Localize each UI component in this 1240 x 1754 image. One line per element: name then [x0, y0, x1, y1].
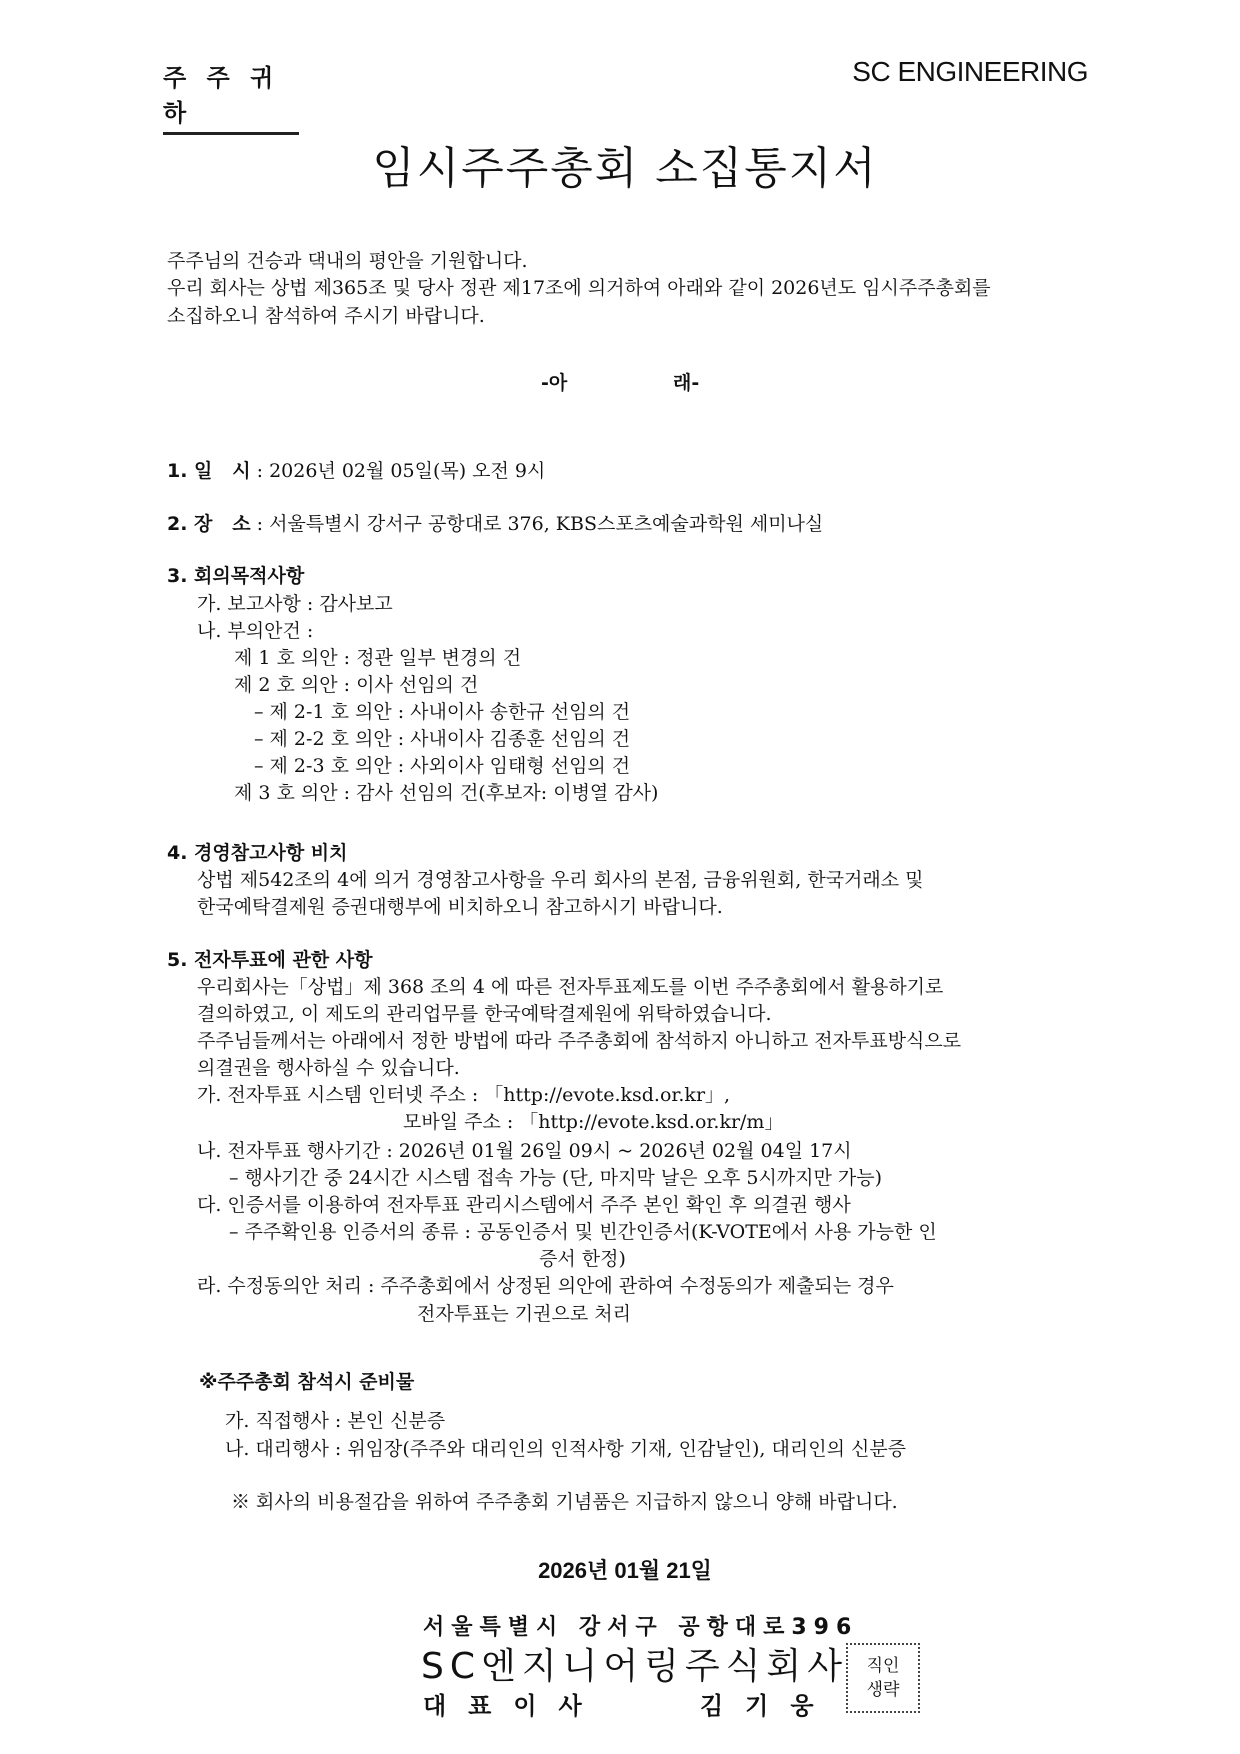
company-brand: SC ENGINEERING — [852, 56, 1088, 87]
body-line: 라. 수정동의안 처리 : 주주총회에서 상정된 의안에 관하여 수정동의가 제출되는 경우 — [197, 1275, 894, 1297]
addressee-heading: 주 주 귀 하 — [163, 58, 299, 135]
document-title: 임시주주총회 소집통지서 — [372, 143, 878, 194]
item-label: 2. 장 소 — [167, 513, 251, 535]
agenda-subitem: – 제 2-1 호 의안 : 사내이사 송한규 선임의 건 — [254, 701, 631, 723]
company-address: 서울특별시 강서구 공항대로396 — [423, 1615, 859, 1640]
report-line: 가. 보고사항 : 감사보고 — [197, 593, 393, 615]
company-name: SC엔지니어링주식회사 — [421, 1646, 848, 1687]
item-value: : 2026년 02월 05일(목) 오전 9시 — [256, 460, 546, 482]
agenda-item: 제 1 호 의안 : 정관 일부 변경의 건 — [234, 647, 522, 669]
agenda-label: 나. 부의안건 : — [197, 620, 314, 642]
stamp-text: 생략 — [866, 1680, 900, 1700]
agenda-subitem: – 제 2-3 호 의안 : 사외이사 임태형 선임의 건 — [254, 755, 631, 777]
below-heading-right: 래- — [673, 372, 700, 394]
ceo-title: 대표이사 — [423, 1692, 604, 1720]
body-line: – 행사기간 중 24시간 시스템 접속 가능 (단, 마지막 날은 오후 5시까지만 가능) — [229, 1167, 883, 1189]
prep-heading: ※주주총회 참석시 준비물 — [199, 1371, 415, 1393]
below-heading-left: -아 — [541, 372, 568, 394]
body-line: 나. 전자투표 행사기간 : 2026년 01월 26일 09시 ~ 2026년 02월 04일 17시 — [197, 1140, 852, 1162]
seal-omitted-stamp — [846, 1643, 920, 1713]
stamp-text: 직인 — [866, 1656, 900, 1676]
section-heading: 4. 경영참고사항 비치 — [167, 842, 348, 864]
body-line: 다. 인증서를 이용하여 전자투표 관리시스템에서 주주 본인 확인 후 의결권 행사 — [197, 1194, 851, 1216]
body-line: – 주주확인용 인증서의 종류 : 공동인증서 및 빈간인증서(K-VOTE에서 사용 가능한 인 — [229, 1221, 937, 1243]
agenda-item: 제 2 호 의안 : 이사 선임의 건 — [234, 674, 479, 696]
intro-line: 주주님의 건승과 댁내의 평안을 기원합니다. — [167, 250, 528, 272]
intro-line: 우리 회사는 상법 제365조 및 당사 정관 제17조에 의거하여 아래와 같이 2026년도 임시주주총회를 — [167, 277, 991, 299]
agenda-item: 제 3 호 의안 : 감사 선임의 건(후보자: 이병열 감사) — [234, 782, 659, 804]
prep-note: ※ 회사의 비용절감을 위하여 주주총회 기념품은 지급하지 않으니 양해 바랍니다. — [231, 1491, 898, 1513]
body-line: 우리회사는「상법」제 368 조의 4 에 따른 전자투표제도를 이번 주주총회에서 활용하기로 — [197, 976, 944, 998]
prep-item: 나. 대리행사 : 위임장(주주와 대리인의 인적사항 기재, 인감날인), 대리인의 신분증 — [225, 1438, 907, 1460]
prep-item: 가. 직접행사 : 본인 신분증 — [225, 1410, 446, 1432]
item-datetime — [167, 458, 545, 484]
body-line: 결의하였고, 이 제도의 관리업무를 한국예탁결제원에 위탁하였습니다. — [197, 1003, 772, 1025]
evote-mobile-url-line: 모바일 주소 : 「http://evote.ksd.or.kr/m」 — [403, 1111, 784, 1133]
item-label: 1. 일 시 — [167, 460, 251, 482]
item-value: : 서울특별시 강서구 공항대로 376, KBS스포츠예술과학원 세미나실 — [256, 513, 824, 535]
body-line: 한국예탁결제원 증권대행부에 비치하오니 참고하시기 바랍니다. — [197, 896, 723, 918]
agenda-subitem: – 제 2-2 호 의안 : 사내이사 김종훈 선임의 건 — [254, 728, 631, 750]
item-venue — [167, 511, 823, 537]
body-line: 상법 제542조의 4에 의거 경영참고사항을 우리 회사의 본점, 금융위원회, 한국거래소 및 — [197, 869, 924, 891]
intro-line: 소집하오니 참석하여 주시기 바랍니다. — [167, 305, 485, 327]
notice-date: 2026년 01월 21일 — [538, 1558, 712, 1583]
body-line: 전자투표는 기권으로 처리 — [417, 1303, 631, 1325]
section-heading: 3. 회의목적사항 — [167, 565, 305, 587]
body-line: 의결권을 행사하실 수 있습니다. — [197, 1057, 460, 1079]
body-line: 증서 한정) — [539, 1248, 626, 1270]
evote-url-line: 가. 전자투표 시스템 인터넷 주소 : 「http://evote.ksd.or.kr」, — [197, 1084, 731, 1106]
section-heading: 5. 전자투표에 관한 사항 — [167, 949, 373, 971]
body-line: 주주님들께서는 아래에서 정한 방법에 따라 주주총회에 참석하지 아니하고 전자투표방식으로 — [197, 1030, 962, 1052]
ceo-name: 김기웅 — [700, 1692, 836, 1720]
